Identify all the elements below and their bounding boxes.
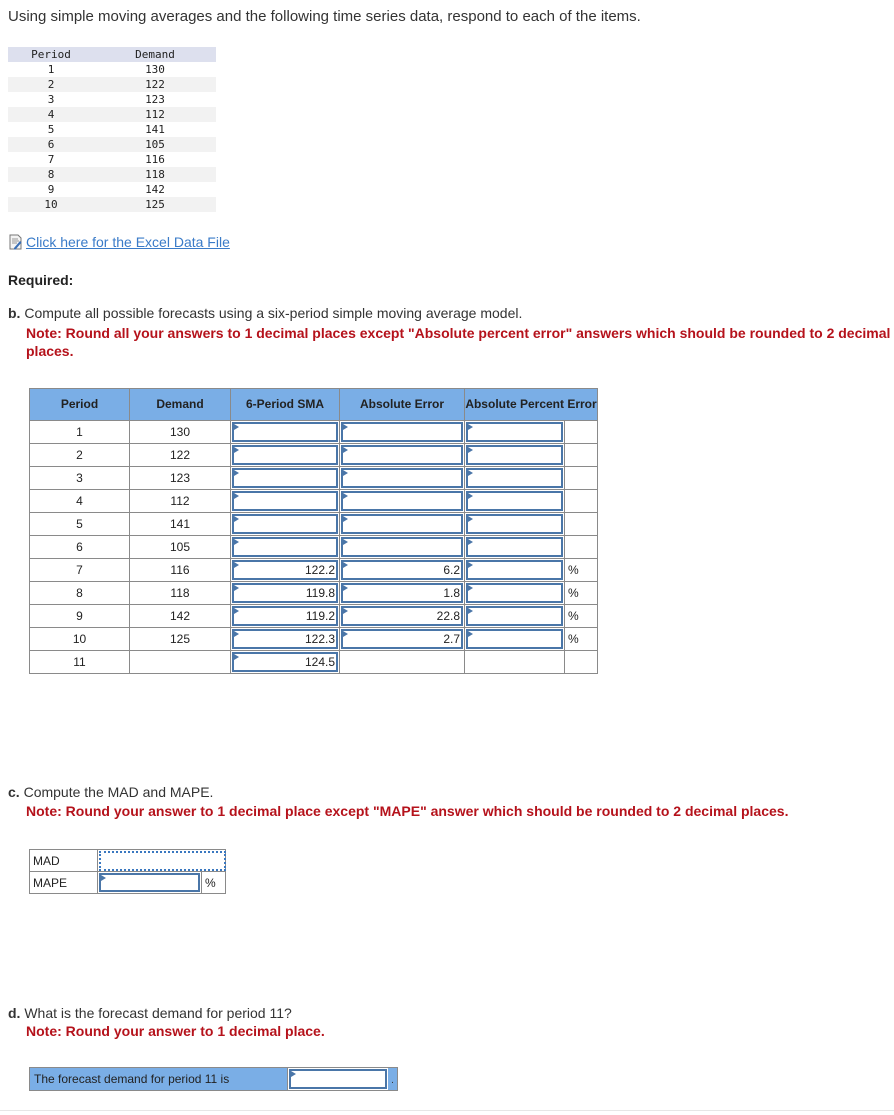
cell-period: 7 [47,153,55,166]
period-cell: 4 [30,490,130,513]
part-c-label: c. [8,784,20,800]
forecast-answer-label: The forecast demand for period 11 is [30,1068,288,1090]
period-cell: 10 [30,628,130,651]
abs-error-input[interactable] [341,537,463,557]
percent-unit: % [565,628,598,651]
table-row [30,421,598,444]
percent-unit [565,490,598,513]
part-b-text: Compute all possible forecasts using a six-period simple moving average model. [20,305,523,321]
header-period: Period [30,389,130,421]
sma-input[interactable]: 122.3 [232,629,338,649]
table-row [30,605,598,628]
percent-unit [565,536,598,559]
ape-input[interactable] [466,422,563,442]
ape-input[interactable] [466,445,563,465]
table-row [30,628,598,651]
required-heading: Required: [8,272,74,288]
percent-unit: % [565,582,598,605]
part-d-text: What is the forecast demand for period 11? [20,1005,292,1021]
header-absolute-percent-error: Absolute Percent Error [465,389,598,421]
cell-demand: 118 [94,167,216,182]
percent-unit [565,444,598,467]
excel-link-label[interactable]: Click here for the Excel Data File [26,234,230,250]
abs-error-input[interactable]: 1.8 [341,583,463,603]
period-cell: 6 [30,536,130,559]
ape-input[interactable] [466,560,563,580]
cell-period: 10 [8,197,94,212]
ape-input[interactable] [466,537,563,557]
sma-input[interactable] [232,422,338,442]
period-cell: 5 [30,513,130,536]
cell-demand: 105 [94,137,216,152]
cell-demand: 123 [145,93,165,106]
table-row [30,490,598,513]
part-b-label: b. [8,305,21,321]
table-row [30,444,598,467]
mape-unit: % [202,872,226,894]
percent-unit: % [565,559,598,582]
demand-cell: 116 [130,559,231,582]
cell-demand: 130 [145,63,165,76]
sma-input[interactable] [232,445,338,465]
sma-input[interactable]: 122.2 [232,560,338,580]
demand-cell: 105 [130,536,231,559]
mape-input[interactable] [99,873,200,892]
sma-input[interactable] [232,537,338,557]
header-sma: 6-Period SMA [231,389,340,421]
abs-error-input[interactable] [341,422,463,442]
cell-period: 5 [47,123,55,136]
demand-cell: 118 [130,582,231,605]
header-period: Period [8,47,94,62]
demand-cell: 112 [130,490,231,513]
demand-cell [130,651,231,674]
part-d-note: Note: Round your answer to 1 decimal place. [26,1023,325,1039]
ape-input[interactable] [466,491,563,511]
excel-file-icon [8,234,24,250]
cell-demand: 142 [145,183,165,196]
sma-input[interactable]: 119.2 [232,606,338,626]
part-b-question [8,305,522,321]
cell-period: 1 [47,63,55,76]
sma-input[interactable] [232,514,338,534]
ape-input[interactable] [466,468,563,488]
demand-cell: 130 [130,421,231,444]
table-row [30,513,598,536]
period-cell: 3 [30,467,130,490]
table-row [30,582,598,605]
time-series-data-table [8,47,216,212]
mad-label: MAD [30,850,98,872]
percent-unit [565,467,598,490]
mad-unit [202,850,226,872]
sma-input[interactable]: 124.5 [232,652,338,672]
abs-error-input[interactable]: 22.8 [341,606,463,626]
cell-period: 9 [47,183,55,196]
mape-label: MAPE [30,872,98,894]
period-cell: 9 [30,605,130,628]
empty-cell [340,651,465,674]
percent-unit [565,421,598,444]
part-c-note: Note: Round your answer to 1 decimal place except "MAPE" answer which should be rounded to 2 decimal places. [26,803,789,819]
forecast-suffix: . [388,1068,397,1090]
sma-input[interactable] [232,491,338,511]
empty-cell [565,651,598,674]
demand-cell: 122 [130,444,231,467]
cell-demand: 116 [145,153,165,166]
period-cell: 2 [30,444,130,467]
ape-input[interactable] [466,514,563,534]
intro-text: Using simple moving averages and the following time series data, respond to each of the items. [8,8,641,25]
ape-input[interactable] [466,629,563,649]
part-c-text: Compute the MAD and MAPE. [19,784,214,800]
divider [0,1110,894,1111]
abs-error-input[interactable] [341,445,463,465]
part-d-label: d. [8,1005,21,1021]
cell-demand: 122 [94,77,216,92]
forecast-period-11-input[interactable] [289,1069,387,1089]
ape-input[interactable] [466,606,563,626]
mad-mape-table [29,849,226,894]
header-demand: Demand [130,389,231,421]
percent-unit: % [565,605,598,628]
cell-period: 2 [8,77,94,92]
abs-error-input[interactable]: 6.2 [341,560,463,580]
period-cell: 8 [30,582,130,605]
period-cell: 7 [30,559,130,582]
cell-period: 4 [8,107,94,122]
cell-period: 3 [47,93,55,106]
sma-input[interactable] [232,468,338,488]
sma-input[interactable]: 119.8 [232,583,338,603]
header-demand: Demand [94,47,216,62]
cell-demand: 125 [94,197,216,212]
table-row [30,536,598,559]
header-absolute-error: Absolute Error [340,389,465,421]
part-b-note: Note: Round all your answers to 1 decimal places except "Absolute percent error" answers which should be rounded to 2 decimal places. [26,325,891,359]
part-c-question [8,784,213,800]
demand-cell: 141 [130,513,231,536]
abs-error-input[interactable] [341,491,463,511]
abs-error-input[interactable]: 2.7 [341,629,463,649]
percent-unit [565,513,598,536]
sma-forecast-table [29,388,598,674]
cell-period: 6 [8,137,94,152]
abs-error-input[interactable] [341,514,463,534]
table-row [30,651,598,674]
demand-cell: 142 [130,605,231,628]
demand-cell: 123 [130,467,231,490]
period-cell: 11 [30,651,130,674]
abs-error-input[interactable] [341,468,463,488]
cell-period: 8 [8,167,94,182]
forecast-answer-row [29,1067,398,1091]
excel-data-file-link[interactable] [8,234,230,250]
table-row [30,467,598,490]
part-d-question [8,1005,292,1021]
period-cell: 1 [30,421,130,444]
cell-demand: 112 [94,107,216,122]
empty-cell [465,651,565,674]
cell-demand: 141 [145,123,165,136]
ape-input[interactable] [466,583,563,603]
demand-cell: 125 [130,628,231,651]
table-row [30,559,598,582]
